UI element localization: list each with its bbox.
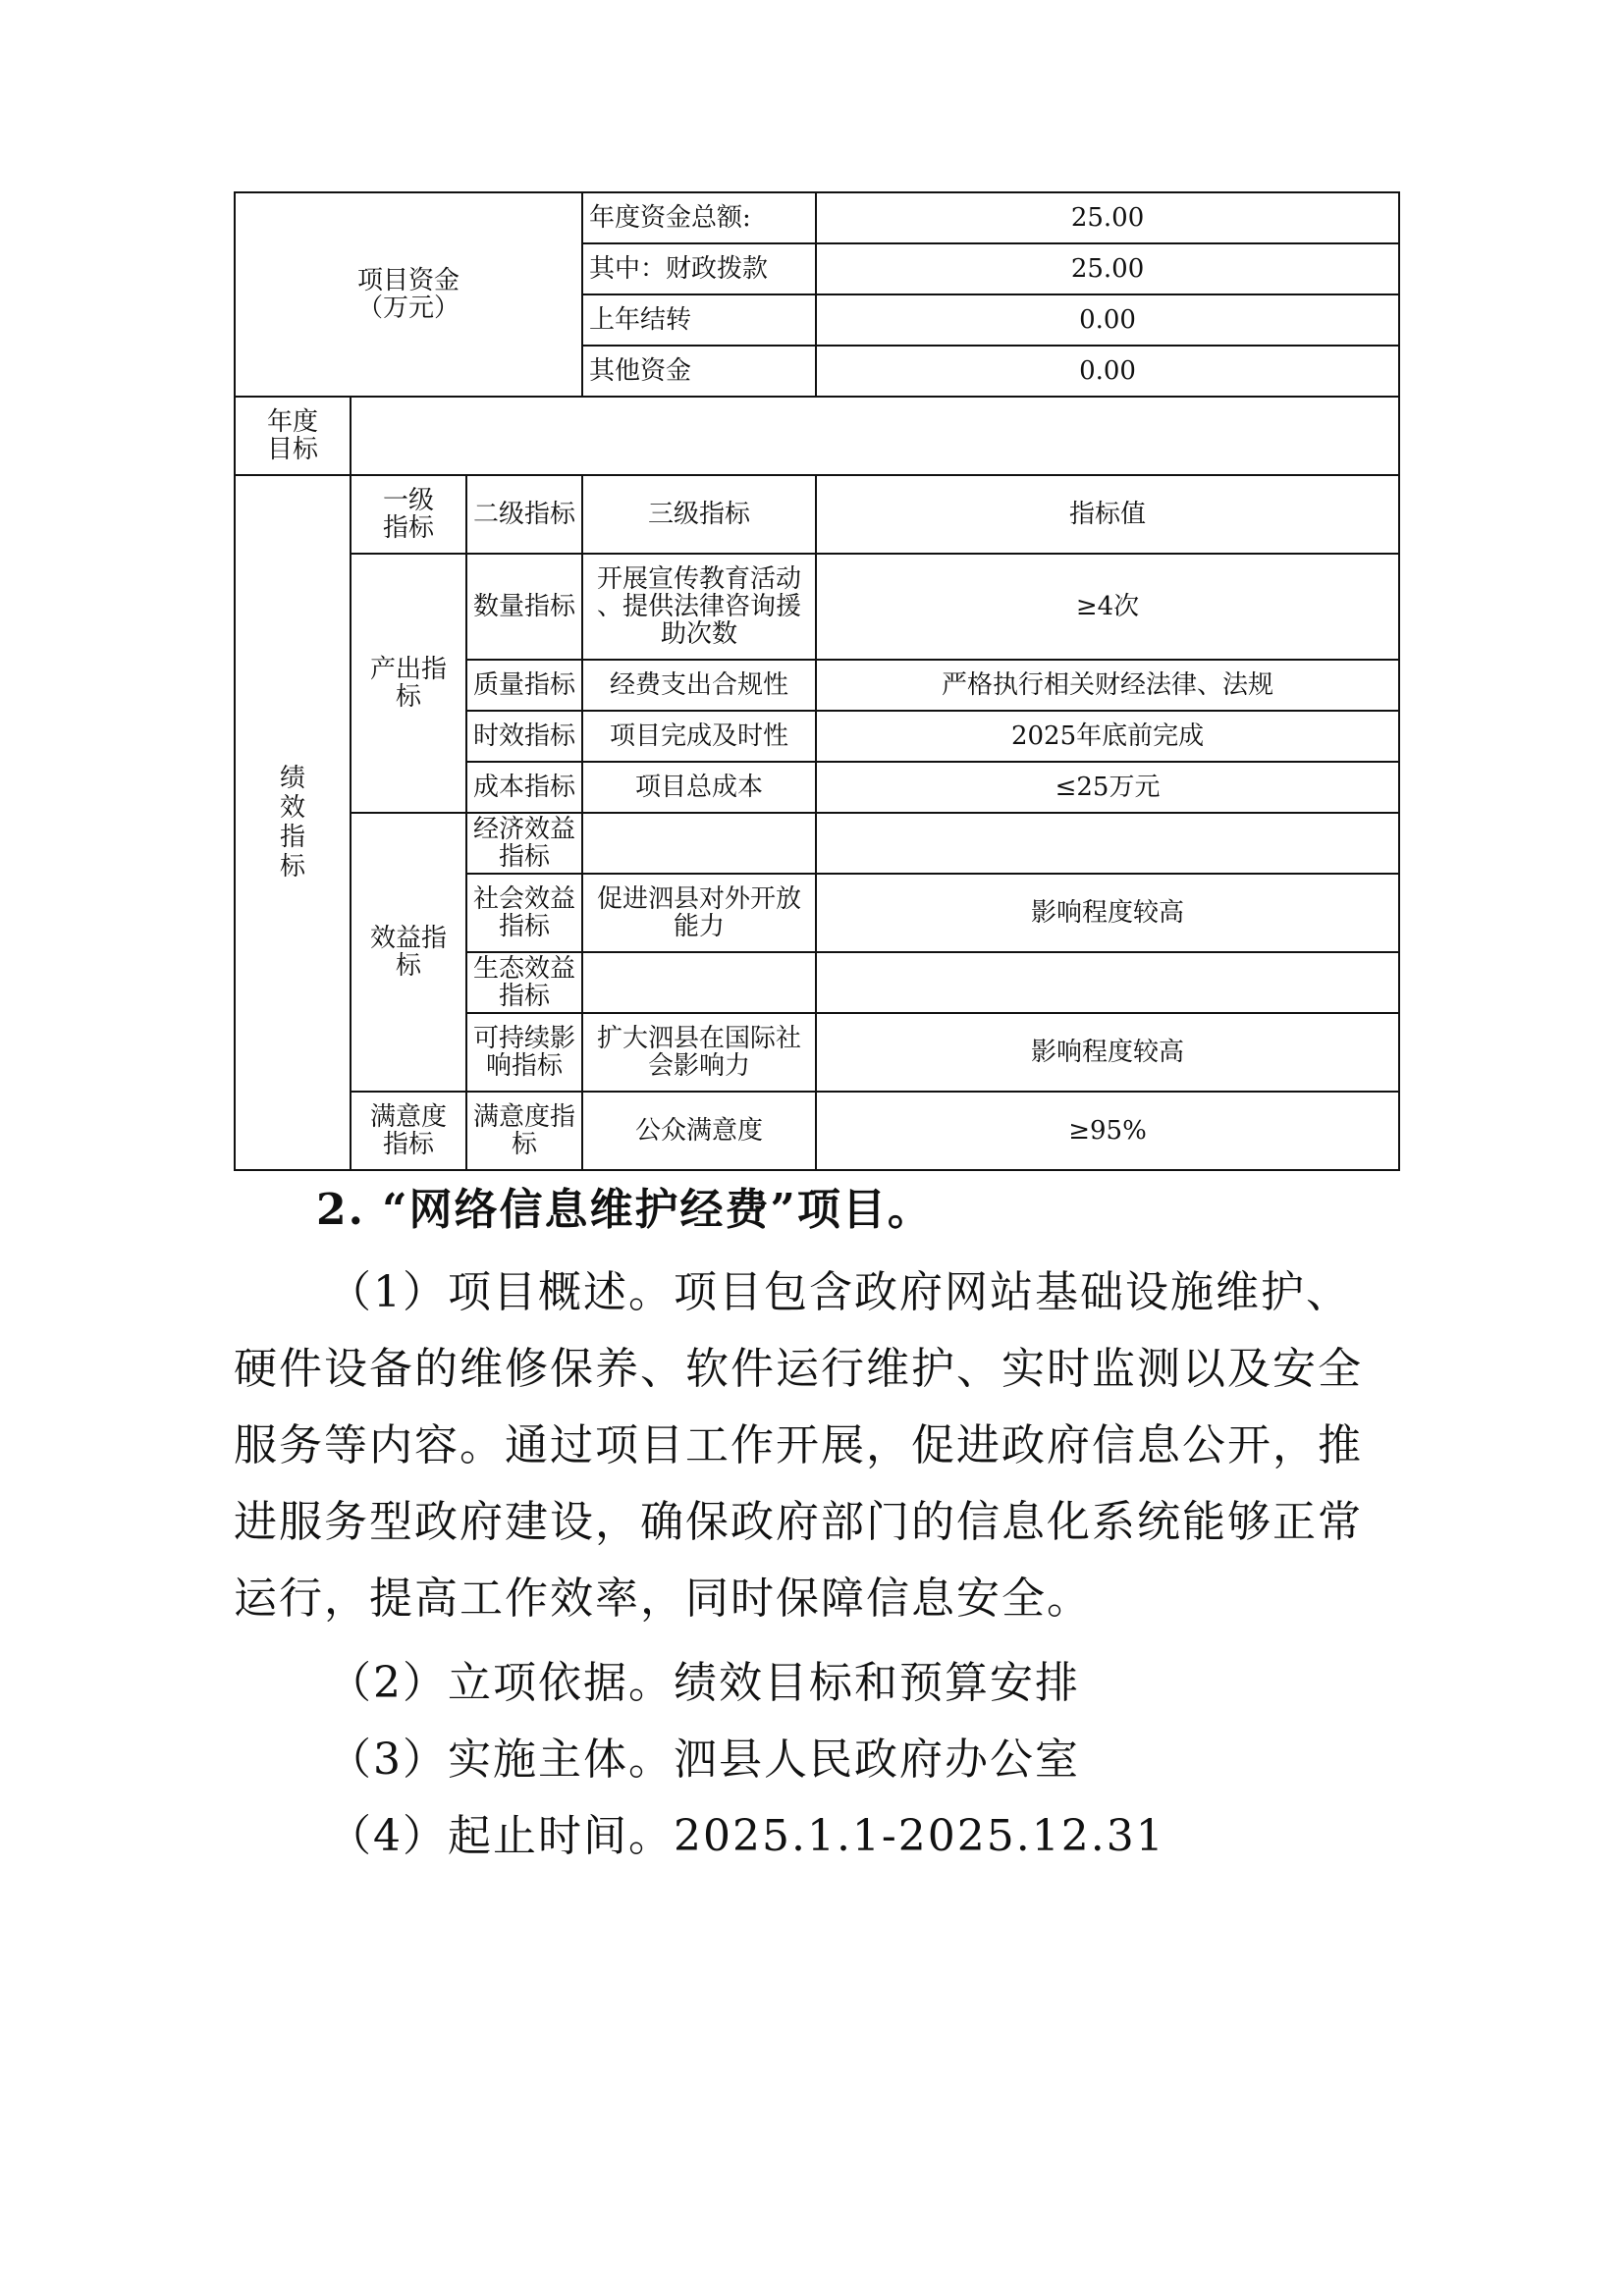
header-level1: 一级 指标	[351, 475, 466, 554]
basis-line: （2）立项依据。绩效目标和预算安排	[328, 1658, 1080, 1708]
satisfaction-level2: 满意度指标	[466, 1092, 582, 1170]
timeliness-level3: 项目完成及时性	[582, 711, 816, 762]
quantity-level2: 数量指标	[466, 554, 582, 660]
sustainable-value: 影响程度较高	[816, 1013, 1399, 1092]
satisfaction-value: ≥95%	[816, 1092, 1399, 1170]
funding-row-label: 上年结转	[582, 294, 816, 346]
header-level2: 二级指标	[466, 475, 582, 554]
quantity-level3: 开展宣传教育活动 、提供法律咨询援 助次数	[582, 554, 816, 660]
performance-table	[234, 191, 1400, 1171]
annual-goal-label: 年度 目标	[235, 397, 351, 475]
sustainable-level3: 扩大泗县在国际社 会影响力	[582, 1013, 816, 1092]
social-level2: 社会效益指标	[466, 874, 582, 952]
ecological-value	[816, 952, 1399, 1013]
quality-level3: 经费支出合规性	[582, 660, 816, 711]
funding-row-value: 25.00	[816, 192, 1399, 243]
funding-row-value: 0.00	[816, 346, 1399, 397]
satisfaction-indicator-label: 满意度 指标	[351, 1092, 466, 1170]
quantity-value: ≥4次	[816, 554, 1399, 660]
header-level3: 三级指标	[582, 475, 816, 554]
period-line: （4）起止时间。2025.1.1-2025.12.31	[328, 1811, 1165, 1861]
cost-value: ≤25万元	[816, 762, 1399, 813]
timeliness-level2: 时效指标	[466, 711, 582, 762]
performance-label: 绩 效 指 标	[235, 475, 351, 1170]
performance-table-container	[234, 191, 1398, 1171]
output-indicator-label: 产出指 标	[351, 554, 466, 813]
entity-line: （3）实施主体。泗县人民政府办公室	[328, 1735, 1080, 1785]
annual-goal-content	[351, 397, 1399, 475]
economic-level3	[582, 813, 816, 874]
benefit-indicator-label: 效益指 标	[351, 813, 466, 1092]
satisfaction-level3: 公众满意度	[582, 1092, 816, 1170]
funding-row-label: 年度资金总额:	[582, 192, 816, 243]
overview-paragraph: （1）项目概述。项目包含政府网站基础设施维护、硬件设备的维修保养、软件运行维护、实时监测以及安全服务等内容。通过项目工作开展，促进政府信息公开，推进服务型政府建设，确保政府部门的信息化系统能够正常运行，提高工作效率，同时保障信息安全。	[234, 1267, 1363, 1624]
ecological-level2: 生态效益指标	[466, 952, 582, 1013]
funding-row-value: 0.00	[816, 294, 1399, 346]
social-value: 影响程度较高	[816, 874, 1399, 952]
cost-level3: 项目总成本	[582, 762, 816, 813]
header-value: 指标值	[816, 475, 1399, 554]
section-heading: 2. “网络信息维护经费”项目。	[316, 1185, 933, 1235]
funding-row-label: 其中：财政拨款	[582, 243, 816, 294]
funding-row-label: 其他资金	[582, 346, 816, 397]
section-body	[234, 1255, 1392, 1637]
timeliness-value: 2025年底前完成	[816, 711, 1399, 762]
funding-row-value: 25.00	[816, 243, 1399, 294]
sustainable-level2: 可持续影响指标	[466, 1013, 582, 1092]
cost-level2: 成本指标	[466, 762, 582, 813]
quality-value: 严格执行相关财经法律、法规	[816, 660, 1399, 711]
funding-label: 项目资金 （万元）	[235, 192, 582, 397]
ecological-level3	[582, 952, 816, 1013]
economic-level2: 经济效益指标	[466, 813, 582, 874]
economic-value	[816, 813, 1399, 874]
social-level3: 促进泗县对外开放 能力	[582, 874, 816, 952]
quality-level2: 质量指标	[466, 660, 582, 711]
